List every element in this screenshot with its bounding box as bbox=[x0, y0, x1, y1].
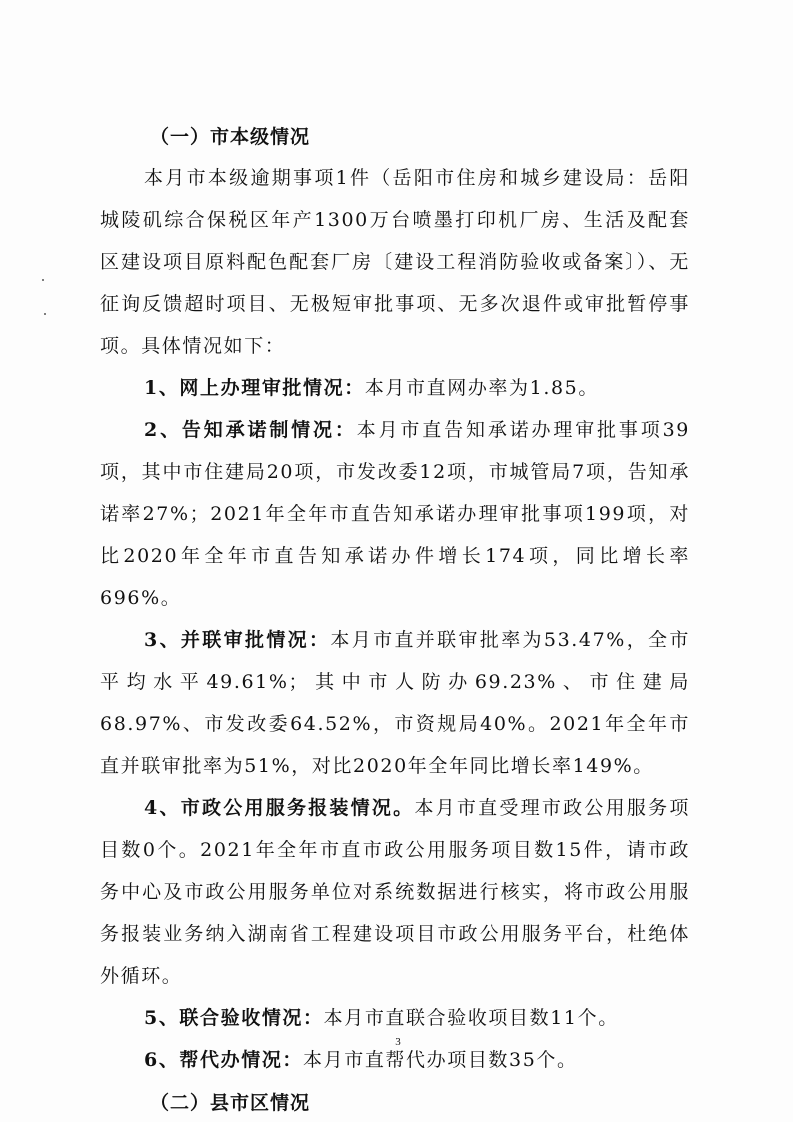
item-joint-acceptance bbox=[100, 997, 690, 1039]
document-body bbox=[100, 117, 690, 1123]
item-online-approval bbox=[100, 367, 690, 409]
item-parallel-approval bbox=[100, 619, 690, 787]
item-label: 1、网上办理审批情况： bbox=[144, 377, 365, 399]
item-text: 本月市直并联审批率为53.47%，全市平均水平49.61%；其中市人防办69.23%、市住建局68.97%、市发改委64.52%，市资规局40%。2021年全年市直并联审批率为51%，对比2020年全年同比增长率149%。 bbox=[100, 629, 690, 777]
intro-paragraph: 本月市本级逾期事项1件（岳阳市住房和城乡建设局：岳阳城陵矶综合保税区年产1300万台喷墨打印机厂房、生活及配套区建设项目原料配色配套厂房〔建设工程消防验收或备案〕）、无征询反馈超时项目、无极短审批事项、无多次退件或审批暂停事项。具体情况如下： bbox=[100, 167, 690, 357]
item-notification-commitment bbox=[100, 409, 690, 619]
item-label: 5、联合验收情况： bbox=[144, 1007, 324, 1029]
item-text: 本月市直联合验收项目数11个。 bbox=[323, 1007, 619, 1029]
item-label: 6、帮代办情况： bbox=[144, 1049, 304, 1071]
scan-speck bbox=[44, 313, 46, 315]
item-label: 2、告知承诺制情况： bbox=[144, 419, 357, 441]
section-heading-city-level: （一）市本级情况 bbox=[150, 126, 311, 148]
item-text: 本月市直帮代办项目数35个。 bbox=[303, 1049, 578, 1071]
item-label: 3、并联审批情况： bbox=[144, 629, 331, 651]
item-text: 本月市直告知承诺办理审批事项39项，其中市住建局20项，市发改委12项，市城管局7项，告知承诺率27%；2021年全年市直告知承诺办理审批事项199项，对比2020年全年市直告知承诺办件增长174项，同比增长率696%。 bbox=[100, 419, 690, 609]
item-label: 4、市政公用服务报装情况。 bbox=[144, 797, 415, 819]
item-text: 本月市直受理市政公用服务项目数0个。2021年全年市直市政公用服务项目数15件，请市政务中心及市政公用服务单位对系统数据进行核实，将市政公用服务报装业务纳入湖南省工程建设项目市政公用服务平台，杜绝体外循环。 bbox=[100, 797, 690, 987]
section-heading-county-level: （二）县市区情况 bbox=[150, 1092, 311, 1114]
item-municipal-utility-service bbox=[100, 787, 690, 997]
scan-speck bbox=[42, 279, 44, 281]
item-text: 本月市直网办率为1.85。 bbox=[364, 377, 599, 399]
page-number: 3 bbox=[395, 1036, 401, 1048]
